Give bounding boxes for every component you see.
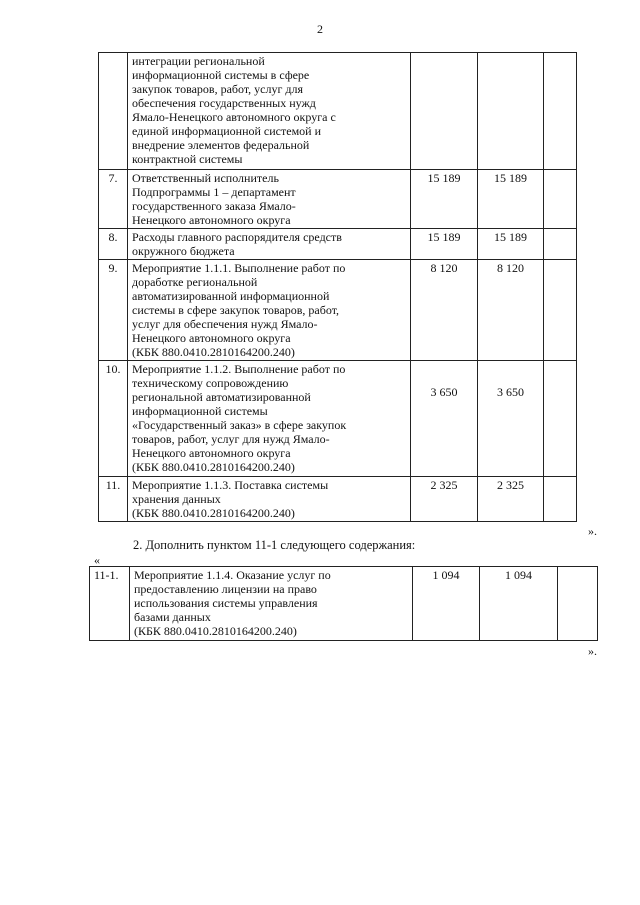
row-value-2: 15 189 xyxy=(478,229,544,260)
closing-quote: ». xyxy=(588,524,597,538)
row-value-3 xyxy=(544,229,577,260)
row-value-1 xyxy=(411,53,478,170)
main-table xyxy=(98,52,577,522)
row-value-2: 1 094 xyxy=(480,567,558,641)
table-row xyxy=(99,477,577,522)
row-value-3 xyxy=(544,477,577,522)
row-number: 8. xyxy=(99,229,128,260)
row-text-content: Ответственный исполнитель Подпрограммы 1 – департамент государственного заказа Ямало- Ненецкого автономного округа xyxy=(132,171,296,227)
row-text xyxy=(128,361,411,477)
row-text xyxy=(128,170,411,229)
row-value-3 xyxy=(544,361,577,477)
row-text xyxy=(128,53,411,170)
table-row xyxy=(99,361,577,477)
row-number xyxy=(99,53,128,170)
page-number: 2 xyxy=(317,22,323,36)
row-value-2: 8 120 xyxy=(478,260,544,361)
row-value-1: 15 189 xyxy=(411,170,478,229)
row-value-2: 2 325 xyxy=(478,477,544,522)
table-row xyxy=(99,260,577,361)
row-number: 11-1. xyxy=(90,567,130,641)
row-value-3 xyxy=(558,567,598,641)
row-value-3 xyxy=(544,260,577,361)
row-text-content: интеграции региональной информационной системы в сфере закупок товаров, работ, услуг для обеспечения государственных нужд Ямало-Ненецкого автономного округа с единой информационной системой и внедрение элементов федеральной контрактной системы xyxy=(132,54,336,166)
row-text-content: Мероприятие 1.1.4. Оказание услуг по предоставлению лицензии на право использования системы управления базами данных (КБК 880.0410.2810164200.240) xyxy=(134,568,331,638)
row-value-1: 3 650 xyxy=(411,361,478,477)
row-number: 10. xyxy=(99,361,128,477)
row-value-2: 3 650 xyxy=(478,361,544,477)
row-value-1: 15 189 xyxy=(411,229,478,260)
row-value-3 xyxy=(544,170,577,229)
row-text xyxy=(128,229,411,260)
amendment-paragraph: 2. Дополнить пунктом 11-1 следующего содержания: xyxy=(133,538,416,552)
row-number: 7. xyxy=(99,170,128,229)
row-number: 11. xyxy=(99,477,128,522)
row-text xyxy=(128,477,411,522)
row-text-content: Расходы главного распорядителя средств окружного бюджета xyxy=(132,230,342,258)
row-value-1: 2 325 xyxy=(411,477,478,522)
row-value-1: 8 120 xyxy=(411,260,478,361)
row-text xyxy=(130,567,413,641)
table-row xyxy=(99,170,577,229)
row-value-2 xyxy=(478,53,544,170)
row-number: 9. xyxy=(99,260,128,361)
row-value-2: 15 189 xyxy=(478,170,544,229)
table-row xyxy=(99,53,577,170)
table-row xyxy=(90,567,598,641)
row-text-content: Мероприятие 1.1.3. Поставка системы хранения данных (КБК 880.0410.2810164200.240) xyxy=(132,478,329,520)
row-value-3 xyxy=(544,53,577,170)
row-text xyxy=(128,260,411,361)
table-row xyxy=(99,229,577,260)
row-value-1: 1 094 xyxy=(413,567,480,641)
closing-quote: ». xyxy=(588,644,597,658)
row-text-content: Мероприятие 1.1.1. Выполнение работ по доработке региональной автоматизированной информационной системы в сфере закупок товаров, работ, услуг для обеспечения нужд Ямало- Ненецкого автономного округа (КБК 880.0410.2810164200.240) xyxy=(132,261,346,359)
row-text-content: Мероприятие 1.1.2. Выполнение работ по техническому сопровождению региональной автоматизированной информационной системы «Государственный заказ» в сфере закупок товаров, работ, услуг для нужд Ямало- Ненецкого автономного округа (КБК 880.0410.2810164200.240) xyxy=(132,362,347,474)
added-table xyxy=(89,566,598,641)
opening-quote: « xyxy=(94,553,100,567)
